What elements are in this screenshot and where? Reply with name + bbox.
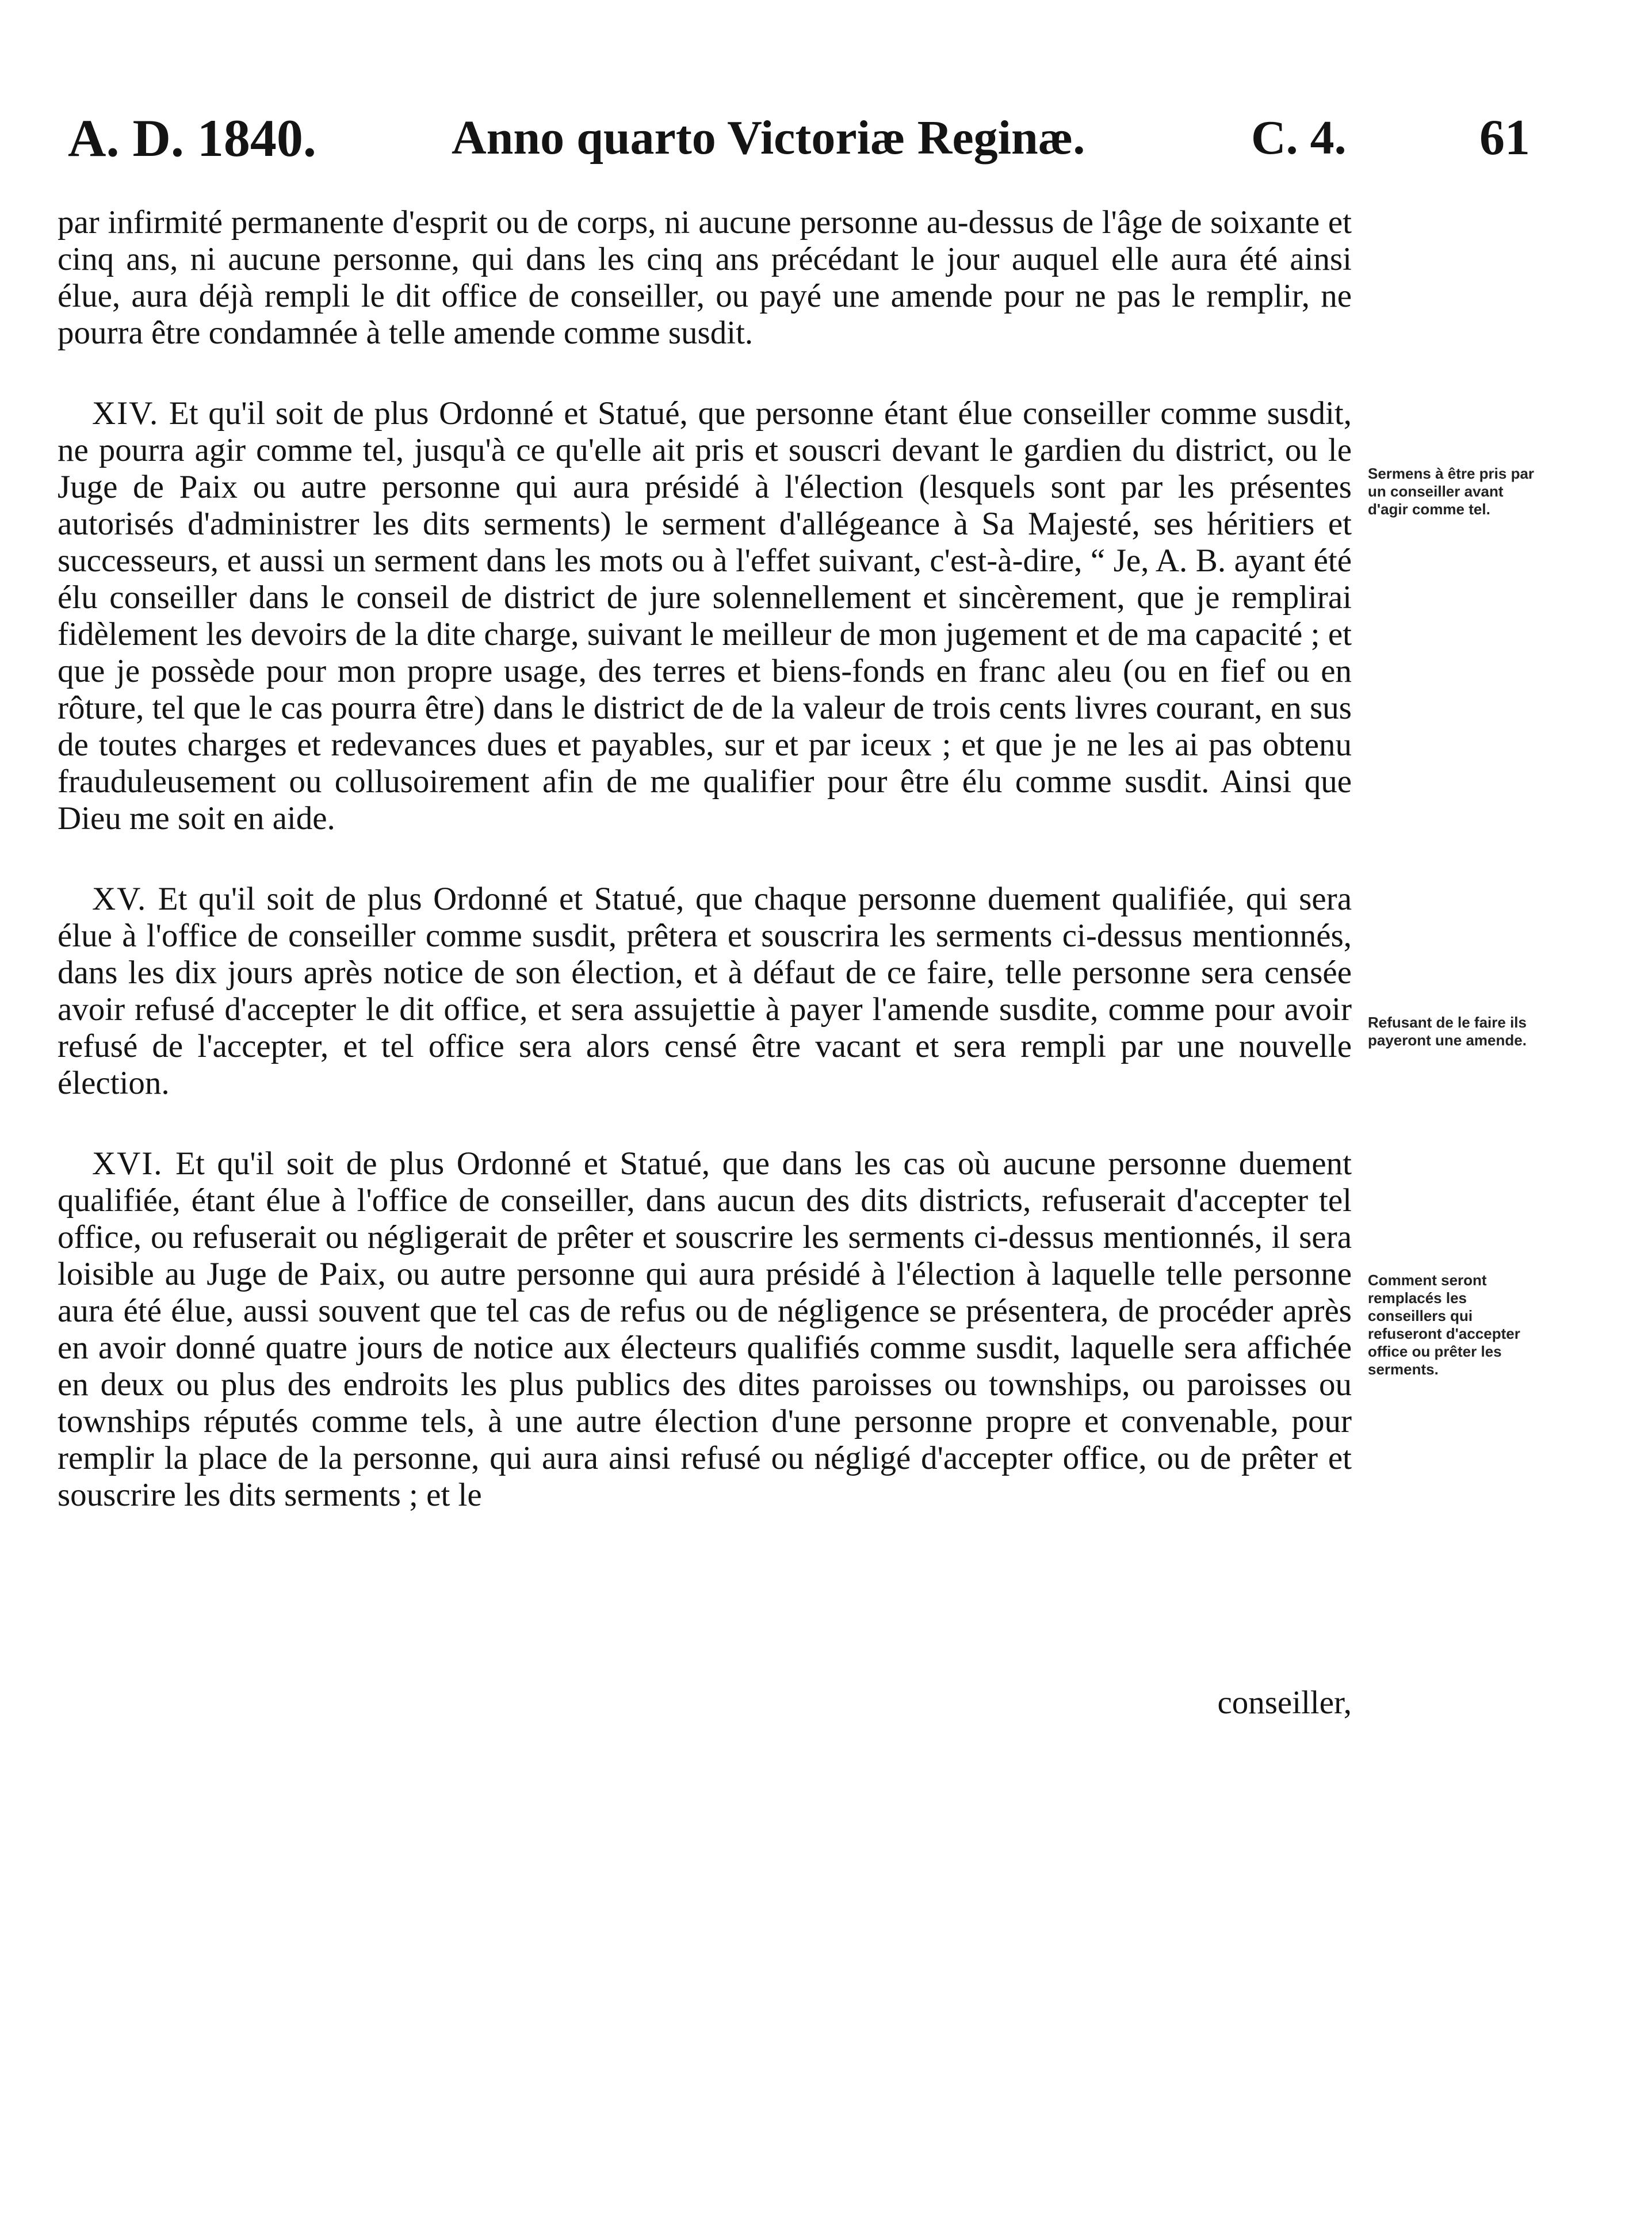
paragraph-section-xvi xyxy=(58,1145,1352,1514)
paragraph-section-xiv xyxy=(58,395,1352,837)
margin-note-fine: Refusant de le faire ils payeront une amende. xyxy=(1368,1014,1527,1049)
paragraph-section-xv xyxy=(58,881,1352,1102)
header-year: A. D. 1840. xyxy=(68,109,316,167)
paragraph-continuation xyxy=(58,204,1352,352)
header-title: Anno quarto Victoriæ Reginæ. xyxy=(452,111,1085,165)
running-header xyxy=(0,106,1652,170)
page-number: 61 xyxy=(1479,110,1530,166)
paragraph-text: Et qu'il soit de plus Ordonné et Statué, que dans les cas où aucune personne duement qualifiée, étant élue à l'office de conseiller, dans aucun des dits districts, refuserait d'accepter tel office, ou refuserait ou négligerait de prêter et souscrire les serments ci-dessus mentionnés, il sera loisible au Juge de Paix, ou autre personne qui aura présidé à l'élection à laquelle telle personne aura été élue, aussi souvent que tel cas de refus ou de négligence se présentera, de procéder après en avoir donné quatre jours de notice aux électeurs qualifiés comme susdit, laquelle sera affichée en deux ou plus des endroits les plus publics des dites paroisses ou townships, ou paroisses ou townships réputés comme tels, à une autre élection d'une personne propre et convenable, pour remplir la place de la personne, qui aura ainsi refusé ou négligé d'accepter office, ou de prêter et souscrire les dits serments ; et le xyxy=(58,1145,1352,1513)
margin-note-oath: Sermens à être pris par un conseiller avant d'agir comme tel. xyxy=(1368,465,1535,518)
header-chapter: C. 4. xyxy=(1251,111,1347,165)
catchword: conseiller, xyxy=(1217,1685,1352,1721)
section-number: XVI. xyxy=(92,1145,163,1182)
paragraph-text: Et qu'il soit de plus Ordonné et Statué, que chaque personne duement qualifiée, qui sera élue à l'office de conseiller comme susdit, prêtera et souscrira les serments ci-dessus mentionnés, dans les dix jours après notice de son élection, et à défaut de ce faire, telle personne sera censée avoir refusé d'accepter le dit office, et sera assujettie à payer l'amende susdite, comme pour avoir refusé de l'accepter, et tel office sera alors censé être vacant et sera rempli par une nouvelle élection. xyxy=(58,881,1352,1101)
margin-note-replacement: Comment seront remplacés les conseillers qui refuseront d'accepter office ou prêter les serments. xyxy=(1368,1271,1520,1378)
body-text xyxy=(58,204,1352,1557)
paragraph-text: par infirmité permanente d'esprit ou de corps, ni aucune personne au-dessus de l'âge de soixante et cinq ans, ni aucune personne, qui dans les cinq ans précédant le jour auquel elle aura été ainsi élue, aura déjà rempli le dit office de conseiller, ou payé une amende pour ne pas le remplir, ne pourra être condamnée à telle amende comme susdit. xyxy=(58,204,1352,351)
paragraph-text: Et qu'il soit de plus Ordonné et Statué, que personne étant élue conseiller comme susdit, ne pourra agir comme tel, jusqu'à ce qu'elle ait pris et souscri devant le gardien du district, ou le Juge de Paix ou autre personne qui aura présidé à l'élection (lesquels sont par les présentes autorisés d'administrer les dits serments) le serment d'allégeance à Sa Majesté, ses héritiers et successeurs, et aussi un serment dans les mots ou à l'effet suivant, c'est-à-dire, “ Je, A. B. ayant été élu conseiller dans le conseil de district de jure solennellement et sincèrement, que je remplirai fidèlement les devoirs de la dite charge, suivant le meilleur de mon jugement et de ma capacité ; et que je possède pour mon propre usage, des terres et biens-fonds en franc aleu (ou en fief ou en rôture, tel que le cas pourra être) dans le district de de la valeur de trois cents livres courant, en sus de toutes charges et redevances dues et payables, sur et par iceux ; et que je ne les ai pas obtenu frauduleusement ou collusoirement afin de me qualifier pour être élu comme susdit. Ainsi que Dieu me soit en aide. xyxy=(58,395,1352,837)
section-number: XIV. xyxy=(92,395,159,431)
section-number: XV. xyxy=(92,881,147,917)
